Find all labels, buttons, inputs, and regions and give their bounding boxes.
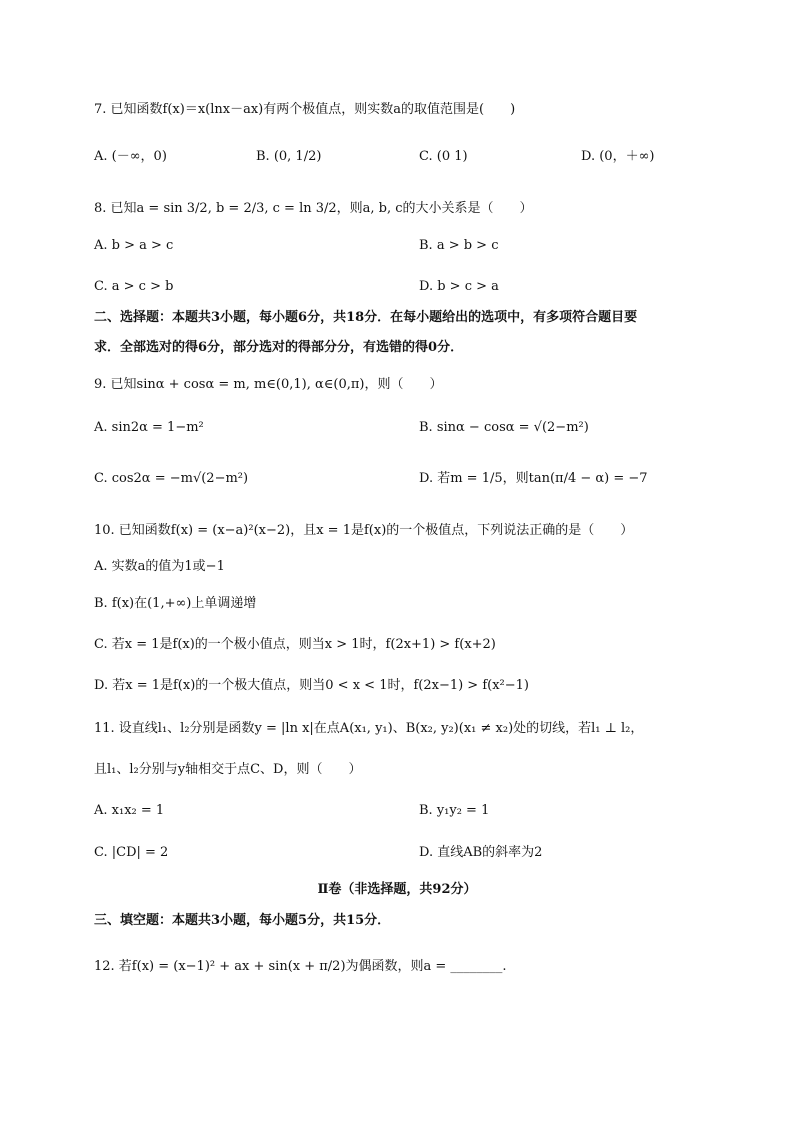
q9-option-b: B. sinα − cosα = √(2−m²) — [419, 420, 589, 435]
section2-heading-line1: 二、选择题：本题共3小题，每小题6分，共18分．在每小题给出的选项中，有多项符合题目要 — [94, 310, 638, 325]
part2-title: Ⅱ卷（非选择题，共92分） — [317, 882, 477, 897]
q11-stem-line2: 且l₁、l₂分别与y轴相交于点C、D，则（ ） — [94, 762, 362, 777]
q8-option-b: B. a > b > c — [419, 238, 499, 253]
q7-stem: 7. 已知函数f(x)＝x(lnx－ax)有两个极值点，则实数a的取值范围是( ) — [94, 102, 516, 117]
q9-option-d: D. 若m = 1/5，则tan(π/4 − α) = −7 — [419, 471, 648, 486]
q9-stem: 9. 已知sinα + cosα = m, m∈(0,1), α∈(0,π)，则（ ） — [94, 377, 443, 392]
q11-option-b: B. y₁y₂ = 1 — [419, 803, 490, 818]
q11-option-d: D. 直线AB的斜率为2 — [419, 845, 543, 860]
q7-option-d: D. (0，＋∞) — [581, 149, 655, 164]
q12-stem: 12. 若f(x) = (x−1)² + ax + sin(x + π/2)为偶函数，则a = ________. — [94, 959, 507, 974]
q11-option-c: C. |CD| = 2 — [94, 845, 169, 860]
q10-option-b: B. f(x)在(1,+∞)上单调递增 — [94, 596, 257, 611]
q8-option-d: D. b > c > a — [419, 279, 499, 294]
q9-option-c: C. cos2α = −m√(2−m²) — [94, 471, 249, 486]
q7-option-c: C. (0 1) — [419, 149, 468, 164]
q11-option-a: A. x₁x₂ = 1 — [94, 803, 165, 818]
q10-option-d: D. 若x = 1是f(x)的一个极大值点，则当0 < x < 1时，f(2x−1) > f(x²−1) — [94, 678, 529, 693]
q10-option-a: A. 实数a的值为1或−1 — [94, 559, 225, 574]
q8-stem: 8. 已知a = sin 3/2, b = 2/3, c = ln 3/2，则a, b, c的大小关系是（ ） — [94, 201, 533, 216]
section2-heading-line2: 求．全部选对的得6分，部分选对的得部分分，有选错的得0分． — [94, 340, 464, 355]
q8-option-c: C. a > c > b — [94, 279, 174, 294]
q10-stem: 10. 已知函数f(x) = (x−a)²(x−2)，且x = 1是f(x)的一个极值点，下列说法正确的是（ ） — [94, 523, 634, 538]
q10-option-c: C. 若x = 1是f(x)的一个极小值点，则当x > 1时，f(2x+1) > f(x+2) — [94, 637, 496, 652]
q7-option-b: B. (0, 1/2) — [256, 149, 322, 164]
q7-option-a: A. (－∞，0) — [94, 149, 167, 164]
q11-stem-line1: 11. 设直线l₁、l₂分别是函数y = |ln x|在点A(x₁, y₁)、B(x₂, y₂)(x₁ ≠ x₂)处的切线，若l₁ ⊥ l₂， — [94, 721, 644, 736]
q9-option-a: A. sin2α = 1−m² — [94, 420, 204, 435]
q8-option-a: A. b > a > c — [94, 238, 174, 253]
section3-heading: 三、填空题：本题共3小题，每小题5分，共15分． — [94, 913, 391, 928]
